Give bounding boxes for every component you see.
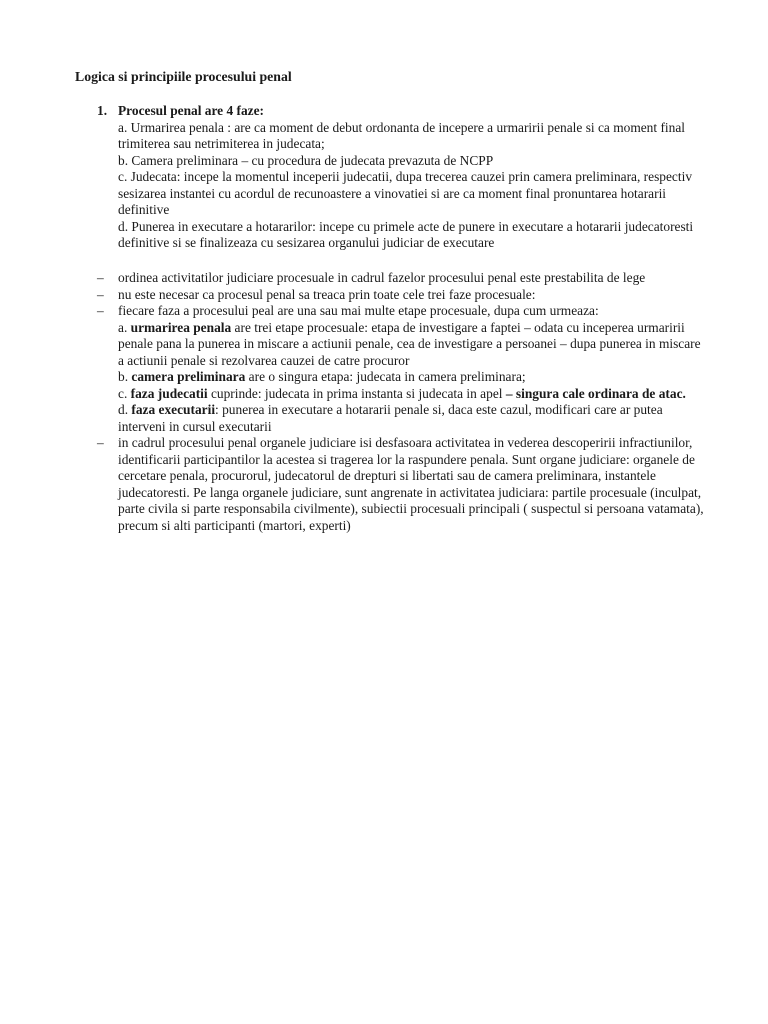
stage-b [118,369,707,386]
bullet-text-stages-intro: fiecare faza a procesului peal are una sau mai multe etape procesuale, dupa cum urmeaza: [118,303,599,318]
stage-a-term: urmarirea penala [130,319,232,335]
bullet-item [97,270,707,287]
bullet-list [97,270,707,534]
stage-a [118,320,707,370]
stage-c-term: faza judecatii [130,385,208,401]
section-phases [97,103,707,252]
stage-d-prefix: d. [118,402,132,417]
bullet-dash: – [97,286,104,302]
bullet-dash: – [97,270,104,285]
phase-c: c. Judecata: incepe la momentul inceperii judecatii, dupa trecerea cauzei prin camera preliminara, respectiv sesizarea instantei cu acordul de recunoastere a vinovatiei si are ca moment final pronuntarea hotararii definitive [118,169,693,217]
stage-b-prefix: b. [118,369,132,384]
section-body [118,103,707,252]
stage-c-prefix: c. [118,385,131,401]
stage-b-term: camera preliminara [131,369,246,384]
stage-a-prefix: a. [118,319,131,335]
stage-a-text: are trei etape procesuale: etapa de investigare a faptei – odata cu inceperea urmaririi penale pana la punerea in miscare a actiunii penale, cea de investigare a persoanei – dupa punerea in miscare a actiunii penale si rezolvarea cauzei de catre procuror [118,319,701,368]
section-heading: Procesul penal are 4 faze: [118,103,265,118]
stage-d-text: : punerea in executare a hotararii penale si, daca este cazul, modificari care ar putea interveni in cursul executarii [118,402,663,434]
bullet-item [97,435,707,534]
bullet-item [97,287,707,304]
section-number: 1. [97,103,108,118]
stage-c [118,386,707,403]
stage-b-text: are o singura etapa: judecata in camera preliminara; [245,369,526,384]
stage-d-term: faza executarii [131,402,216,417]
phase-a: a. Urmarirea penala : are ca moment de debut ordonanta de incepere a urmaririi penale si ca moment final trimiterea sau netrimiterea in judecata; [118,119,685,151]
bullet-text-phases: nu este necesar ca procesul penal sa treaca prin toate cele trei faze procesuale: [118,286,536,302]
phase-d: d. Punerea in executare a hotararilor: incepe cu primele acte de punere in executare a hotararii judecatoresti definitive si se finalizeaza cu sesizarea organului judiciar de executare [118,218,694,250]
stage-c-emphasis: – singura cale ordinara de atac. [505,385,686,401]
document-title: Logica si principiile procesului penal [75,69,292,84]
bullet-item [97,303,707,435]
stage-c-text: cuprinde: judecata in prima instanta si judecata in apel [207,385,506,401]
bullet-dash: – [97,435,104,450]
stage-d [118,402,707,435]
phase-b: b. Camera preliminara – cu procedura de judecata prevazuta de NCPP [118,152,494,168]
bullet-dash: – [97,303,104,318]
bullet-text-judicial-organs: in cadrul procesului penal organele judiciare isi desfasoara activitatea in vederea descoperirii infractiunilor, identificarii participantilor la acestea si tragerea lor la raspundere penala. Sunt organe judiciare: organele de cercetare penala, procurorul, judecatorul de drepturi si libertati sau de camera preliminara, instantele judecatoresti. Pe langa organele judiciare, sunt angrenate in activitatea judiciara: partile procesuale (inculpat, parte civila si parte responsabila civilmente), subiectii procesuali principali ( suspectul si persoana vatamata), precum si alti participanti (martori, experti) [118,435,704,533]
bullet-text-order: ordinea activitatilor judiciare procesuale in cadrul fazelor procesului penal este prestabilita de lege [118,270,646,285]
